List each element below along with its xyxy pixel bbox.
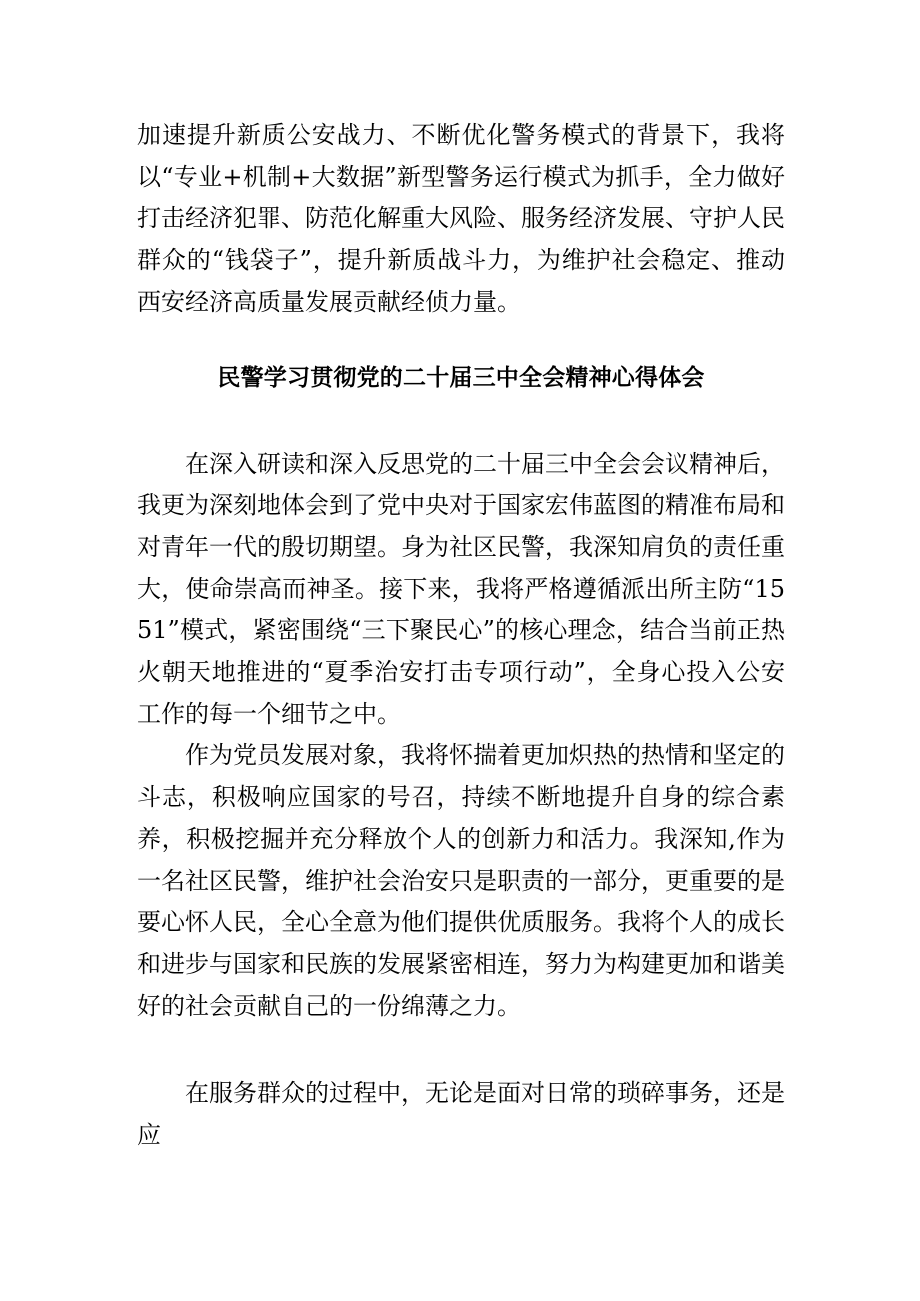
document-title: 民警学习贯彻党的二十届三中全会精神心得体会 — [217, 364, 705, 391]
body-paragraph: 在服务群众的过程中，无论是面对日常的琐碎事务，还是应 — [137, 1079, 785, 1150]
continued-paragraph: 加速提升新质公安战力、不断优化警务模式的背景下，我将以“专业+机制+大数据”新型警务运行模式为抓手，全力做好打击经济犯罪、防范化解重大风险、服务经济发展、守护人民群众的“钱袋子”，提升新质战斗力，为维护社会稳定、推动西安经济高质量发展贡献经侦力量。 — [137, 121, 785, 316]
body-paragraph: 作为党员发展对象，我将怀揣着更加炽热的热情和坚定的斗志，积极响应国家的号召，持续不断地提升自身的综合素养，积极挖掘并充分释放个人的创新力和活力。我深知,作为一名社区民警，维护社会治安只是职责的一部分，更重要的是要心怀人民，全心全意为他们提供优质服务。我将个人的成长和进步与国家和民族的发展紧密相连，努力为构建更加和谐美好的社会贡献自己的一份绵薄之力。 — [137, 741, 785, 1020]
body-paragraph: 在深入研读和深入反思党的二十届三中全会会议精神后，我更为深刻地体会到了党中央对于国家宏伟蓝图的精准布局和对青年一代的殷切期望。身为社区民警，我深知肩负的责任重大，使命崇高而神圣。接下来，我将严格遵循派出所主防“1551”模式，紧密围绕“三下聚民心”的核心理念，结合当前正热火朝天地推进的“夏季治安打击专项行动”，全身心投入公安工作的每一个细节之中。 — [137, 449, 785, 728]
document-page — [137, 115, 785, 1157]
